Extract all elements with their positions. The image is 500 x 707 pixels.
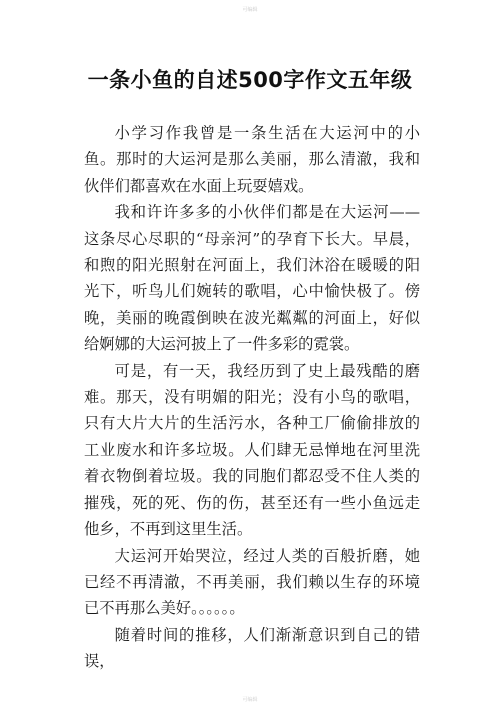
paragraph: 小学习作我曾是一条生活在大运河中的小鱼。那时的大运河是那么美丽，那么清澈，我和伙伴们都喜欢在水面上玩耍嬉戏。 (84, 124, 420, 195)
paragraph: 可是，有一天，我经历到了史上最残酷的磨难。那天，没有明媚的阳光；没有小鸟的歌唱，只有大片大片的生活污水，各种工厂偷偷排放的工业废水和许多垃圾。人们肆无忌惮地在河里洗着衣物倒着垃圾。我的同胞们都忍受不住人类的摧残，死的死、伤的伤，甚至还有一些小鱼远走他乡，不再到这里生活。 (84, 361, 420, 539)
paragraph: 大运河开始哭泣，经过人类的百般折磨，她已经不再清澈，不再美丽，我们赖以生存的环境已不再那么美好。。。。。。 (84, 546, 420, 618)
paragraph: 随着时间的推移，人们渐渐意识到自己的错误， (84, 625, 420, 671)
footer-watermark: 可编辑 (242, 697, 258, 703)
header-watermark: 可编辑 (242, 7, 258, 13)
document-title: 一条小鱼的自述500字作文五年级 (87, 68, 413, 92)
paragraph: 我和许许多多的小伙伴们都是在大运河——这条尽心尽职的“母亲河”的孕育下长大。早晨，和煦的阳光照射在河面上，我们沐浴在暖暖的阳光下，听鸟儿们婉转的歌唱，心中愉快极了。傍晚，美丽的晚霞倒映在波光粼粼的河面上，好似给婀娜的大运河披上了一件多彩的霓裳。 (84, 203, 420, 354)
document-body (84, 120, 420, 675)
